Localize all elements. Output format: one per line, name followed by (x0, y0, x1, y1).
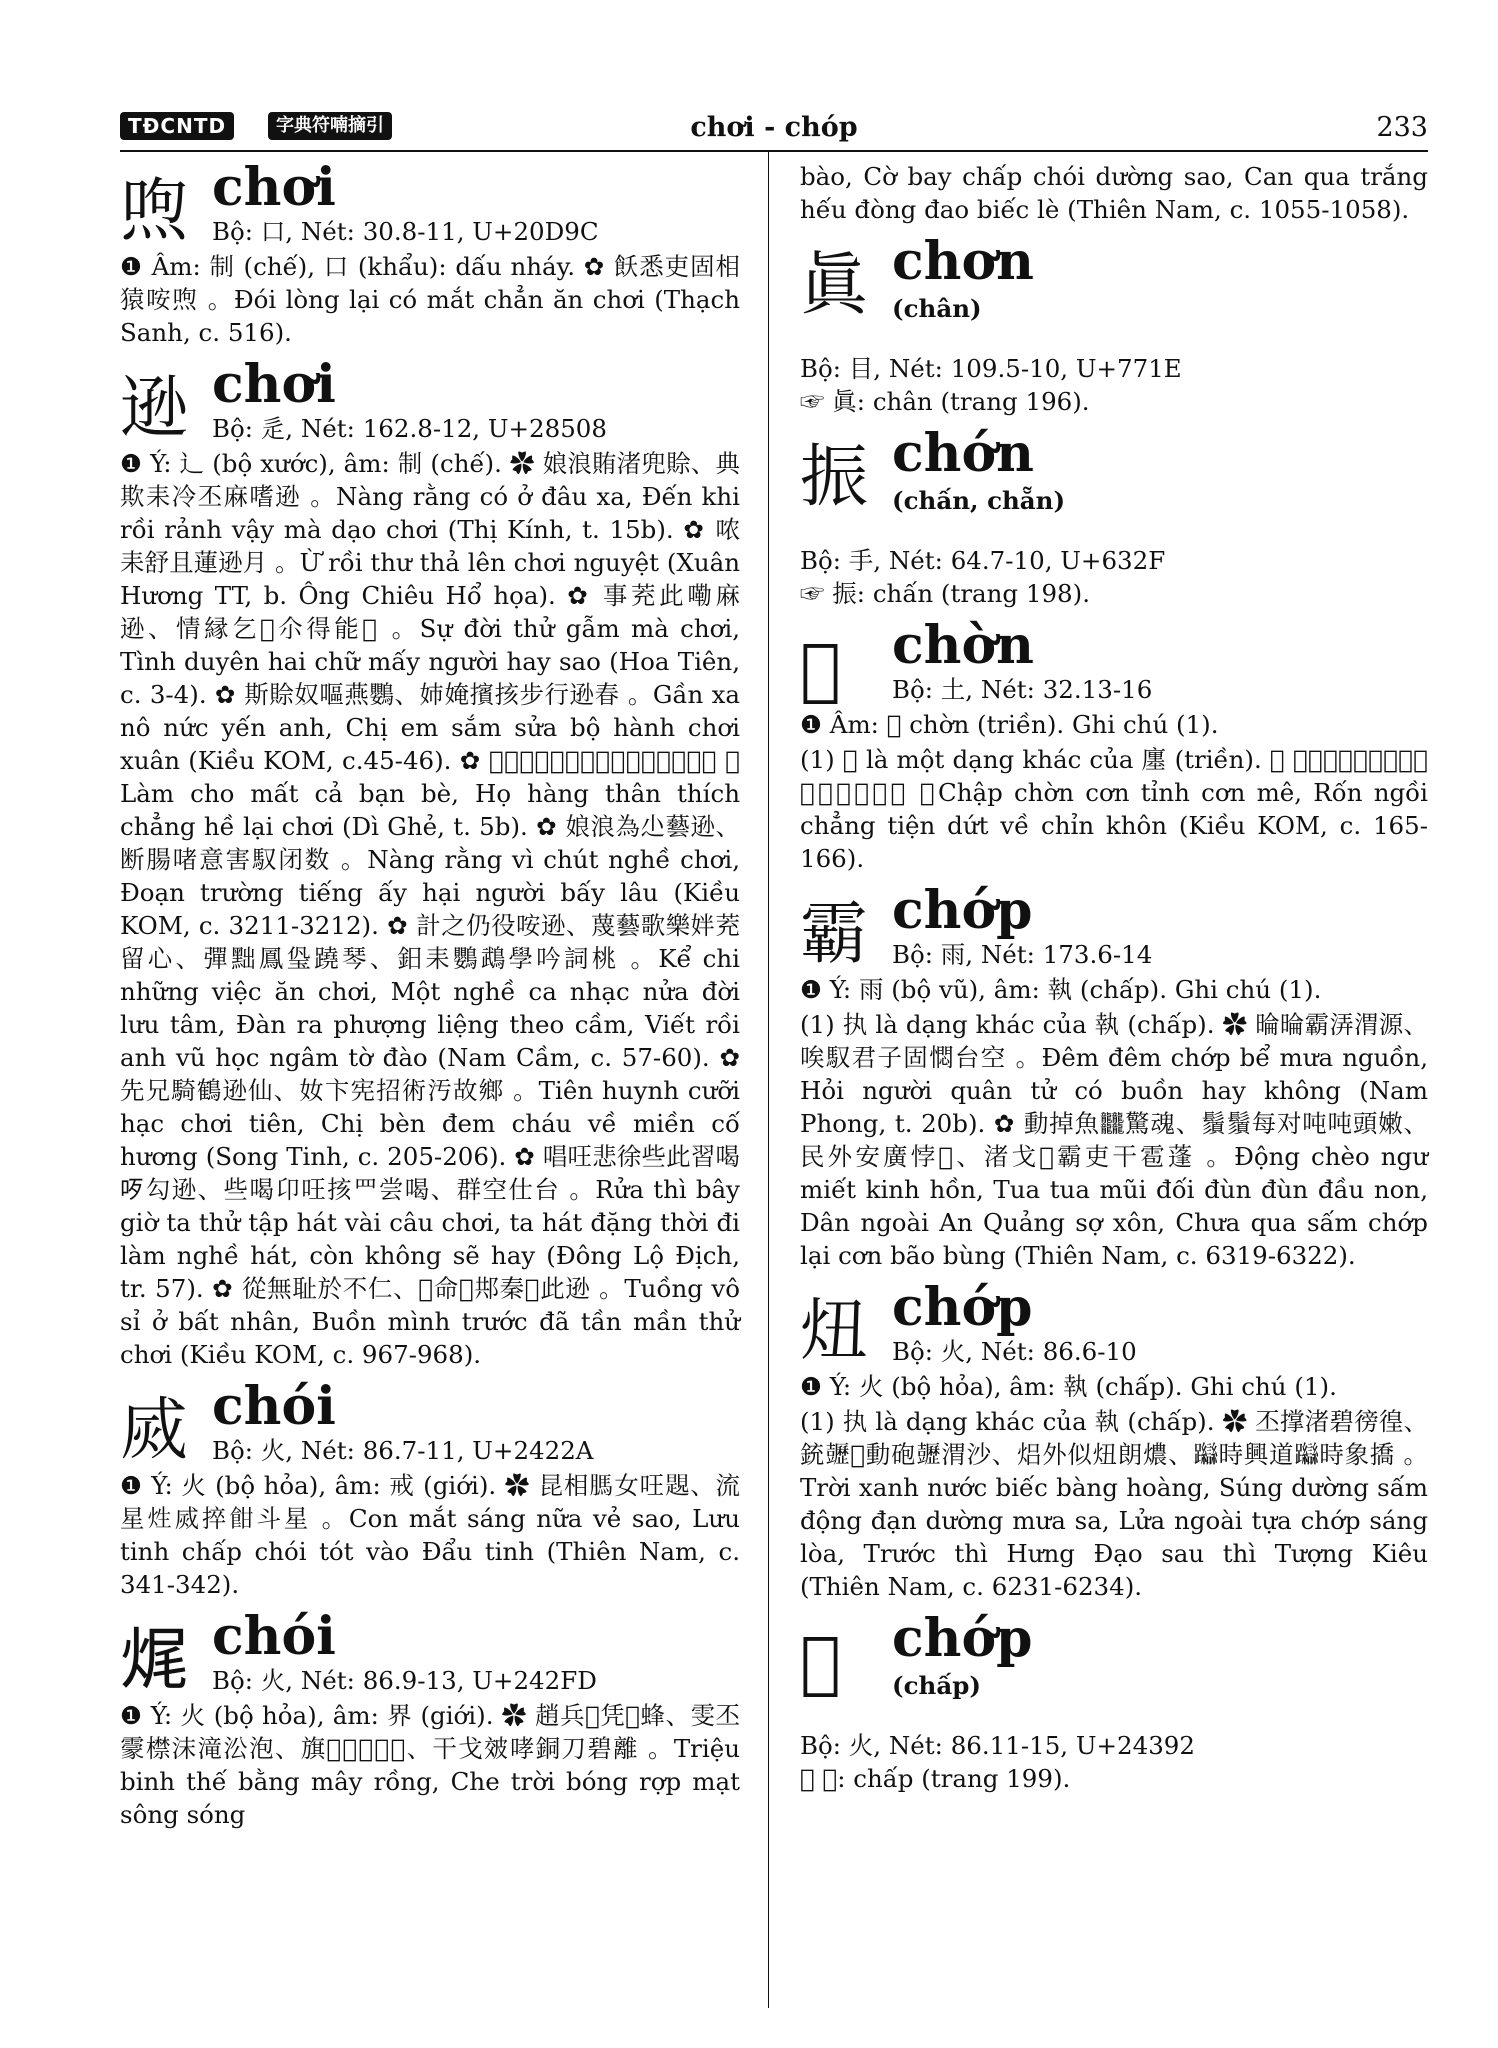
entry-reading: (chấp) (892, 1671, 981, 1700)
entry-meta: Bộ: 目, Nét: 109.5-10, U+771E (800, 354, 1182, 383)
entry (800, 880, 1428, 1272)
entry-sense: ☞ 振: chấn (trang 198). (800, 579, 1090, 608)
entry-meta: Bộ: 火, Nét: 86.6-10 (892, 1337, 1137, 1366)
entry (800, 615, 1428, 875)
page-header (120, 108, 1428, 152)
entry-sense: ☞ 𤒠: chấp (trang 199). (800, 1764, 1071, 1793)
entry-reading: (chân) (892, 294, 982, 323)
entry-character: 逊 (120, 369, 189, 448)
entry-headword: chờn (892, 615, 1034, 676)
entry-character: 眞 (800, 246, 869, 325)
entry-meta: Bộ: 手, Nét: 64.7-10, U+632F (800, 546, 1166, 575)
entry-headword: chơi (212, 157, 336, 218)
book-badge-han-nom: 字典符喃摘引 (268, 112, 392, 140)
entry-character: 炄 (800, 1292, 869, 1371)
continued-text: bào, Cờ bay chấp chói dường sao, Can qua trắng hếu đòng đao biếc lè (Thiên Nam, c. 1055-1058). (800, 162, 1428, 224)
entry-note: (1) 执 là dạng khác của 執 (chấp). ✿ 丕撑渚碧徬徨、銃𧰡𩆐動砲𧰡渭沙、焒外似炄朗燶、𨇼時興道𨇼時象撟 。Trời xanh nước biếc bàng hoàng, Súng dường sấm động đạn dường mưa sa, Lửa ngoài tựa chớp sáng lòa, Trước thì Hưng Đạo sau thì Tượng Kiêu (Thiên Nam, c. 6231-6234). (800, 1407, 1428, 1601)
entry-character: 振 (800, 438, 869, 517)
entry-meta: Bộ: 土, Nét: 32.13-16 (892, 675, 1153, 704)
entry (800, 231, 1428, 418)
entry-meta: Bộ: 火, Nét: 86.7-11, U+2422A (212, 1436, 594, 1465)
entry (120, 1606, 740, 1831)
entry-character: 烕 (120, 1391, 189, 1470)
entry-note: (1) 𡒥 là một dạng khác của 廛 (triền). ✿ 𩂏𡒥干醒干迷、𢣂𩁱拯便𢭂術𠫾坤 。Chập chờn cơn tỉnh cơn mê, Rốn ngồi chẳng tiện dứt về chỉn khôn (Kiều KOM, c. 165-166). (800, 745, 1428, 873)
entry-sense: ☞ 眞: chân (trang 196). (800, 387, 1090, 416)
entry-meta: Bộ: 雨, Nét: 173.6-14 (892, 940, 1153, 969)
page-number: 233 (1376, 112, 1428, 143)
entry-character: 𤈦 (120, 1621, 189, 1700)
entry-sense: ❶ Ý: 火 (bộ hỏa), âm: 戒 (giới). ✿ 昆相𦟐女㕵𧡨、流星𤇣烕捽𩚵斗星 。Con mắt sáng nữa vẻ sao, Lưu tinh chấp chói tót vào Đẩu tinh (Thiên Nam, c. 341-342). (120, 1471, 740, 1599)
entry-meta: Bộ: 火, Nét: 86.9-13, U+242FD (212, 1666, 597, 1695)
entry-continuation (800, 160, 1428, 226)
entry (120, 1376, 740, 1601)
entry-character: 喣 (120, 172, 189, 251)
left-column (120, 157, 740, 1839)
column-divider (768, 152, 769, 2008)
entry-sense: ❶ Âm: 制 (chế), 口 (khẩu): dấu nháy. ✿ 飫悉吏固相猿咹喣 。Đói lòng lại có mắt chẳn ăn chơi (Thạch Sanh, c. 516). (120, 252, 740, 347)
entry-meta: Bộ: 火, Nét: 86.11-15, U+24392 (800, 1731, 1195, 1760)
entry-headword: chói (212, 1606, 336, 1667)
entry-headword: chói (212, 1376, 336, 1437)
entry-sense: ❶ Ý: 雨 (bộ vũ), âm: 執 (chấp). Ghi chú (1). (800, 975, 1322, 1004)
entry-sense: ❶ Ý: 火 (bộ hỏa), âm: 執 (chấp). Ghi chú (1). (800, 1372, 1337, 1401)
entry-sense: ❶ Âm: 𡒥 chờn (triền). Ghi chú (1). (800, 710, 1219, 739)
entry-meta: Bộ: 口, Nét: 30.8-11, U+20D9C (212, 217, 599, 246)
entry-character: 𡒥 (800, 630, 841, 709)
entry-headword: chơn (892, 231, 1034, 292)
entry-meta: Bộ: 辵, Nét: 162.8-12, U+28508 (212, 414, 607, 443)
entry-headword: chớp (892, 880, 1033, 941)
right-column (800, 160, 1428, 1803)
entry-headword: chớp (892, 1608, 1033, 1669)
entry (800, 1608, 1428, 1795)
book-badge: TĐCNTD (120, 112, 234, 140)
entry-headword: chớn (892, 423, 1034, 484)
entry (800, 423, 1428, 610)
entry-headword: chớp (892, 1277, 1033, 1338)
entry (120, 157, 740, 349)
entry-note: (1) 执 là dạng khác của 執 (chấp). ✿ 㫻㫻霸㳥渭源、唉馭君子固㦖台空 。Đêm đêm chớp bể mưa nguồn, Hỏi người quân tử có buồn hay không (Nam Phong, t. 20b). ✿ 動掉魚𪚥驚魂、鬚鬚每对吨吨頭嫩、民外安廣悖𢜝、渚戈𩆐霸吏干雹蓬 。Động chèo ngư miết kinh hồn, Tua tua mũi đối đùn đùn đầu non, Dân ngoài An Quảng sợ xôn, Chưa qua sấm chớp lại cơn bão bùng (Thiên Nam, c. 6319-6322). (800, 1010, 1428, 1270)
running-title: chơi - chóp (690, 112, 858, 143)
entry-character: 𤒠 (800, 1623, 841, 1702)
entry-headword: chơi (212, 354, 336, 415)
entry-character: 霸 (800, 895, 869, 974)
entry (800, 1277, 1428, 1603)
entry-sense: ❶ Ý: 辶 (bộ xước), âm: 制 (chế). ✿ 娘浪賄渚兜賒、典欺耒冷丕麻嗜逊 。Nàng rằng có ở đâu xa, Đến khi rồi rảnh vậy mà dạo chơi (Thị Kính, t. 15b). ✿ 哝耒舒且蓮逊月 。Ừ rồi thư thả lên chơi nguyệt (Xuân Hương TT, b. Ông Chiêu Hổ họa). ✿ 事茺此嘞麻逊、情縁乞𨖅尒得能𧖱 。Sự đời thử gẫm mà chơi, Tình duyên hai chữ mấy người hay sao (Hoa Tiên, c. 3-4). ✿ 斯賒奴嘔燕鸚、姉㛪擯㧡步行逊春 。Gần xa nô nức yến anh, Chị em sắm sửa bộ hành chơi xuân (Kiều KOM, c.45-46). ✿ 𡗉朱㤕奇伴彼、户行親戚庄奚吏逊 。Làm cho mất cả bạn bè, Họ hàng thân thích chẳng hề lại chơi (Dì Ghẻ, t. 5b). ✿ 娘浪為尐藝逊、断腸啫意害馭闭数 。Nàng rằng vì chút nghề chơi, Đoạn trường tiếng ấy hại người bấy lâu (Kiều KOM, c. 3211-3212). ✿ 計之仍役咹逊、蔑藝歌樂姅茺留心、彈黜鳳㺸蹺琴、鈤耒鸚鵡學吟詞桃 。Kể chi những việc ăn chơi, Một nghề ca nhạc nửa đời lưu tâm, Đàn ra phượng liệng theo cầm, Viết rồi anh vũ học ngâm tờ đào (Nam Cầm, c. 57-60). ✿ 先兄騎鶴逊仙、奻卞宪招術汚故鄉 。Tiên huynh cưỡi hạc chơi tiên, Chị bèn đem cháu về miền cố hương (Song Tinh, c. 205-206). ✿ 唱㕵悲徐些此習喝𠯪勾逊、些喝卬㕵㧡罒尝喝、群空仕台 。Rửa thì bây giờ ta thử tập hát vài câu chơi, ta hát đặng thời đi làm nghề hát, còn không sẽ hay (Đông Lộ Địch, tr. 57). ✿ 從無耻於不仁、𢚸命𨀈䢼秦𦀚此逊 。Tuồng vô sỉ ở bất nhân, Buồn mình trước đã tần mần thử chơi (Kiều KOM, c. 967-968). (120, 449, 740, 1369)
entry-sense: ❶ Ý: 火 (bộ hỏa), âm: 界 (giới). ✿ 趙兵𠢞凭𨖲蜂、雯丕霥㯲沫滝㳂泡、旗𦐊𤇣𤈦𤽗𦦆、干戈㿰哮銅刀碧離 。Triệu binh thế bằng mây rồng, Che trời bóng rợp mạt sông sóng (120, 1701, 740, 1829)
entry-reading: (chấn, chẵn) (892, 486, 1066, 515)
entry (120, 354, 740, 1371)
